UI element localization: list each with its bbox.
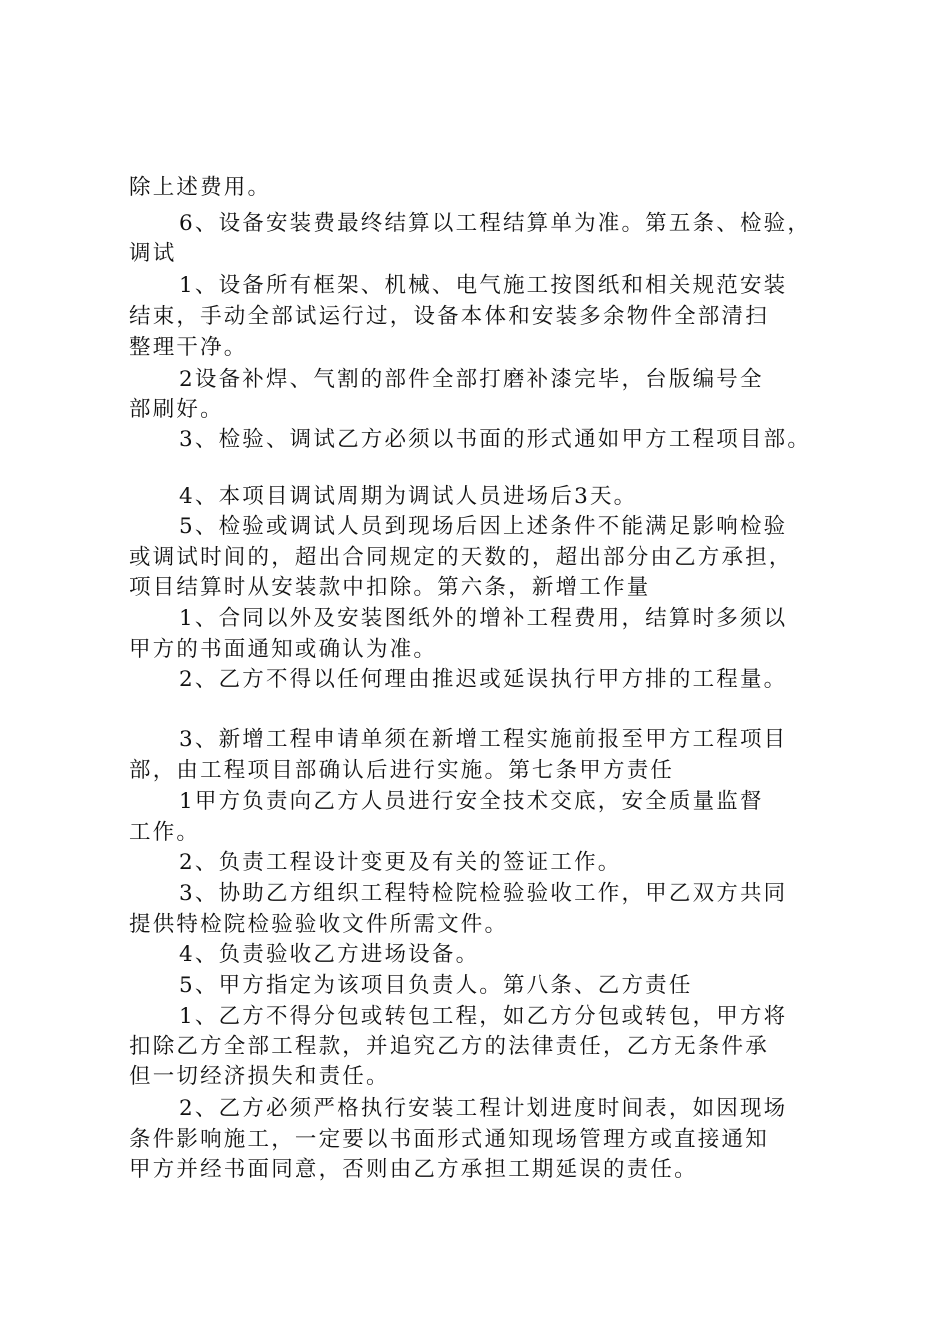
text-line: 3、检验、调试乙方必须以书面的形式通如甲方工程项目部。 — [179, 427, 812, 452]
text-line: 1甲方负责向乙方人员进行安全技术交底，安全质量监督 — [179, 789, 764, 814]
text-line: 调试 — [129, 241, 177, 266]
text-line: 1、乙方不得分包或转包工程，如乙方分包或转包，甲方将 — [179, 1004, 788, 1029]
text-line: 1、合同以外及安装图纸外的增补工程费用，结算时多须以 — [179, 606, 788, 631]
text-line: 项目结算时从安装款中扣除。第六条，新增工作量 — [129, 575, 651, 600]
text-line: 结束，手动全部试运行过，设备本体和安装多余物件全部清扫 — [129, 304, 769, 329]
text-line: 甲方并经书面同意，否则由乙方承担工期延误的责任。 — [129, 1157, 698, 1182]
text-line: 提供特检院检验验收文件所需文件。 — [129, 912, 509, 937]
text-line: 4、本项目调试周期为调试人员进场后3天。 — [179, 484, 638, 509]
text-line: 3、协助乙方组织工程特检院检验验收工作，甲乙双方共同 — [179, 881, 788, 906]
text-line: 甲方的书面通知或确认为准。 — [129, 637, 438, 662]
text-line: 或调试时间的，超出合同规定的天数的，超出部分由乙方承担， — [129, 545, 793, 570]
text-line: 扣除乙方全部工程款，并追究乙方的法律责任，乙方无条件承 — [129, 1034, 769, 1059]
text-line: 部，由工程项目部确认后进行实施。第七条甲方责任 — [129, 758, 675, 783]
text-line: 6、设备安装费最终结算以工程结算单为准。第五条、检验， — [179, 211, 812, 236]
text-line: 1、设备所有框架、机械、电气施工按图纸和相关规范安装 — [179, 273, 788, 298]
text-line: 2设备补焊、气割的部件全部打磨补漆完毕，台版编号全 — [179, 367, 764, 392]
text-line: 整理干净。 — [129, 335, 248, 360]
text-line: 2、负责工程设计变更及有关的签证工作。 — [179, 850, 622, 875]
text-line: 除上述费用。 — [129, 175, 272, 200]
text-line: 4、负责验收乙方进场设备。 — [179, 942, 480, 967]
text-line: 条件影响施工，一定要以书面形式通知现场管理方或直接通知 — [129, 1127, 769, 1152]
text-line: 2、乙方必须严格执行安装工程计划进度时间表，如因现场 — [179, 1096, 788, 1121]
text-line: 部刷好。 — [129, 397, 224, 422]
text-line: 5、甲方指定为该项目负责人。第八条、乙方责任 — [179, 973, 693, 998]
text-line: 但一切经济损失和责任。 — [129, 1064, 390, 1089]
text-line: 5、检验或调试人员到现场后因上述条件不能满足影响检验 — [179, 514, 788, 539]
text-line: 工作。 — [129, 820, 201, 845]
text-line: 3、新增工程申请单须在新增工程实施前报至甲方工程项目 — [179, 727, 788, 752]
text-line: 2、乙方不得以任何理由推迟或延误执行甲方排的工程量。 — [179, 667, 788, 692]
